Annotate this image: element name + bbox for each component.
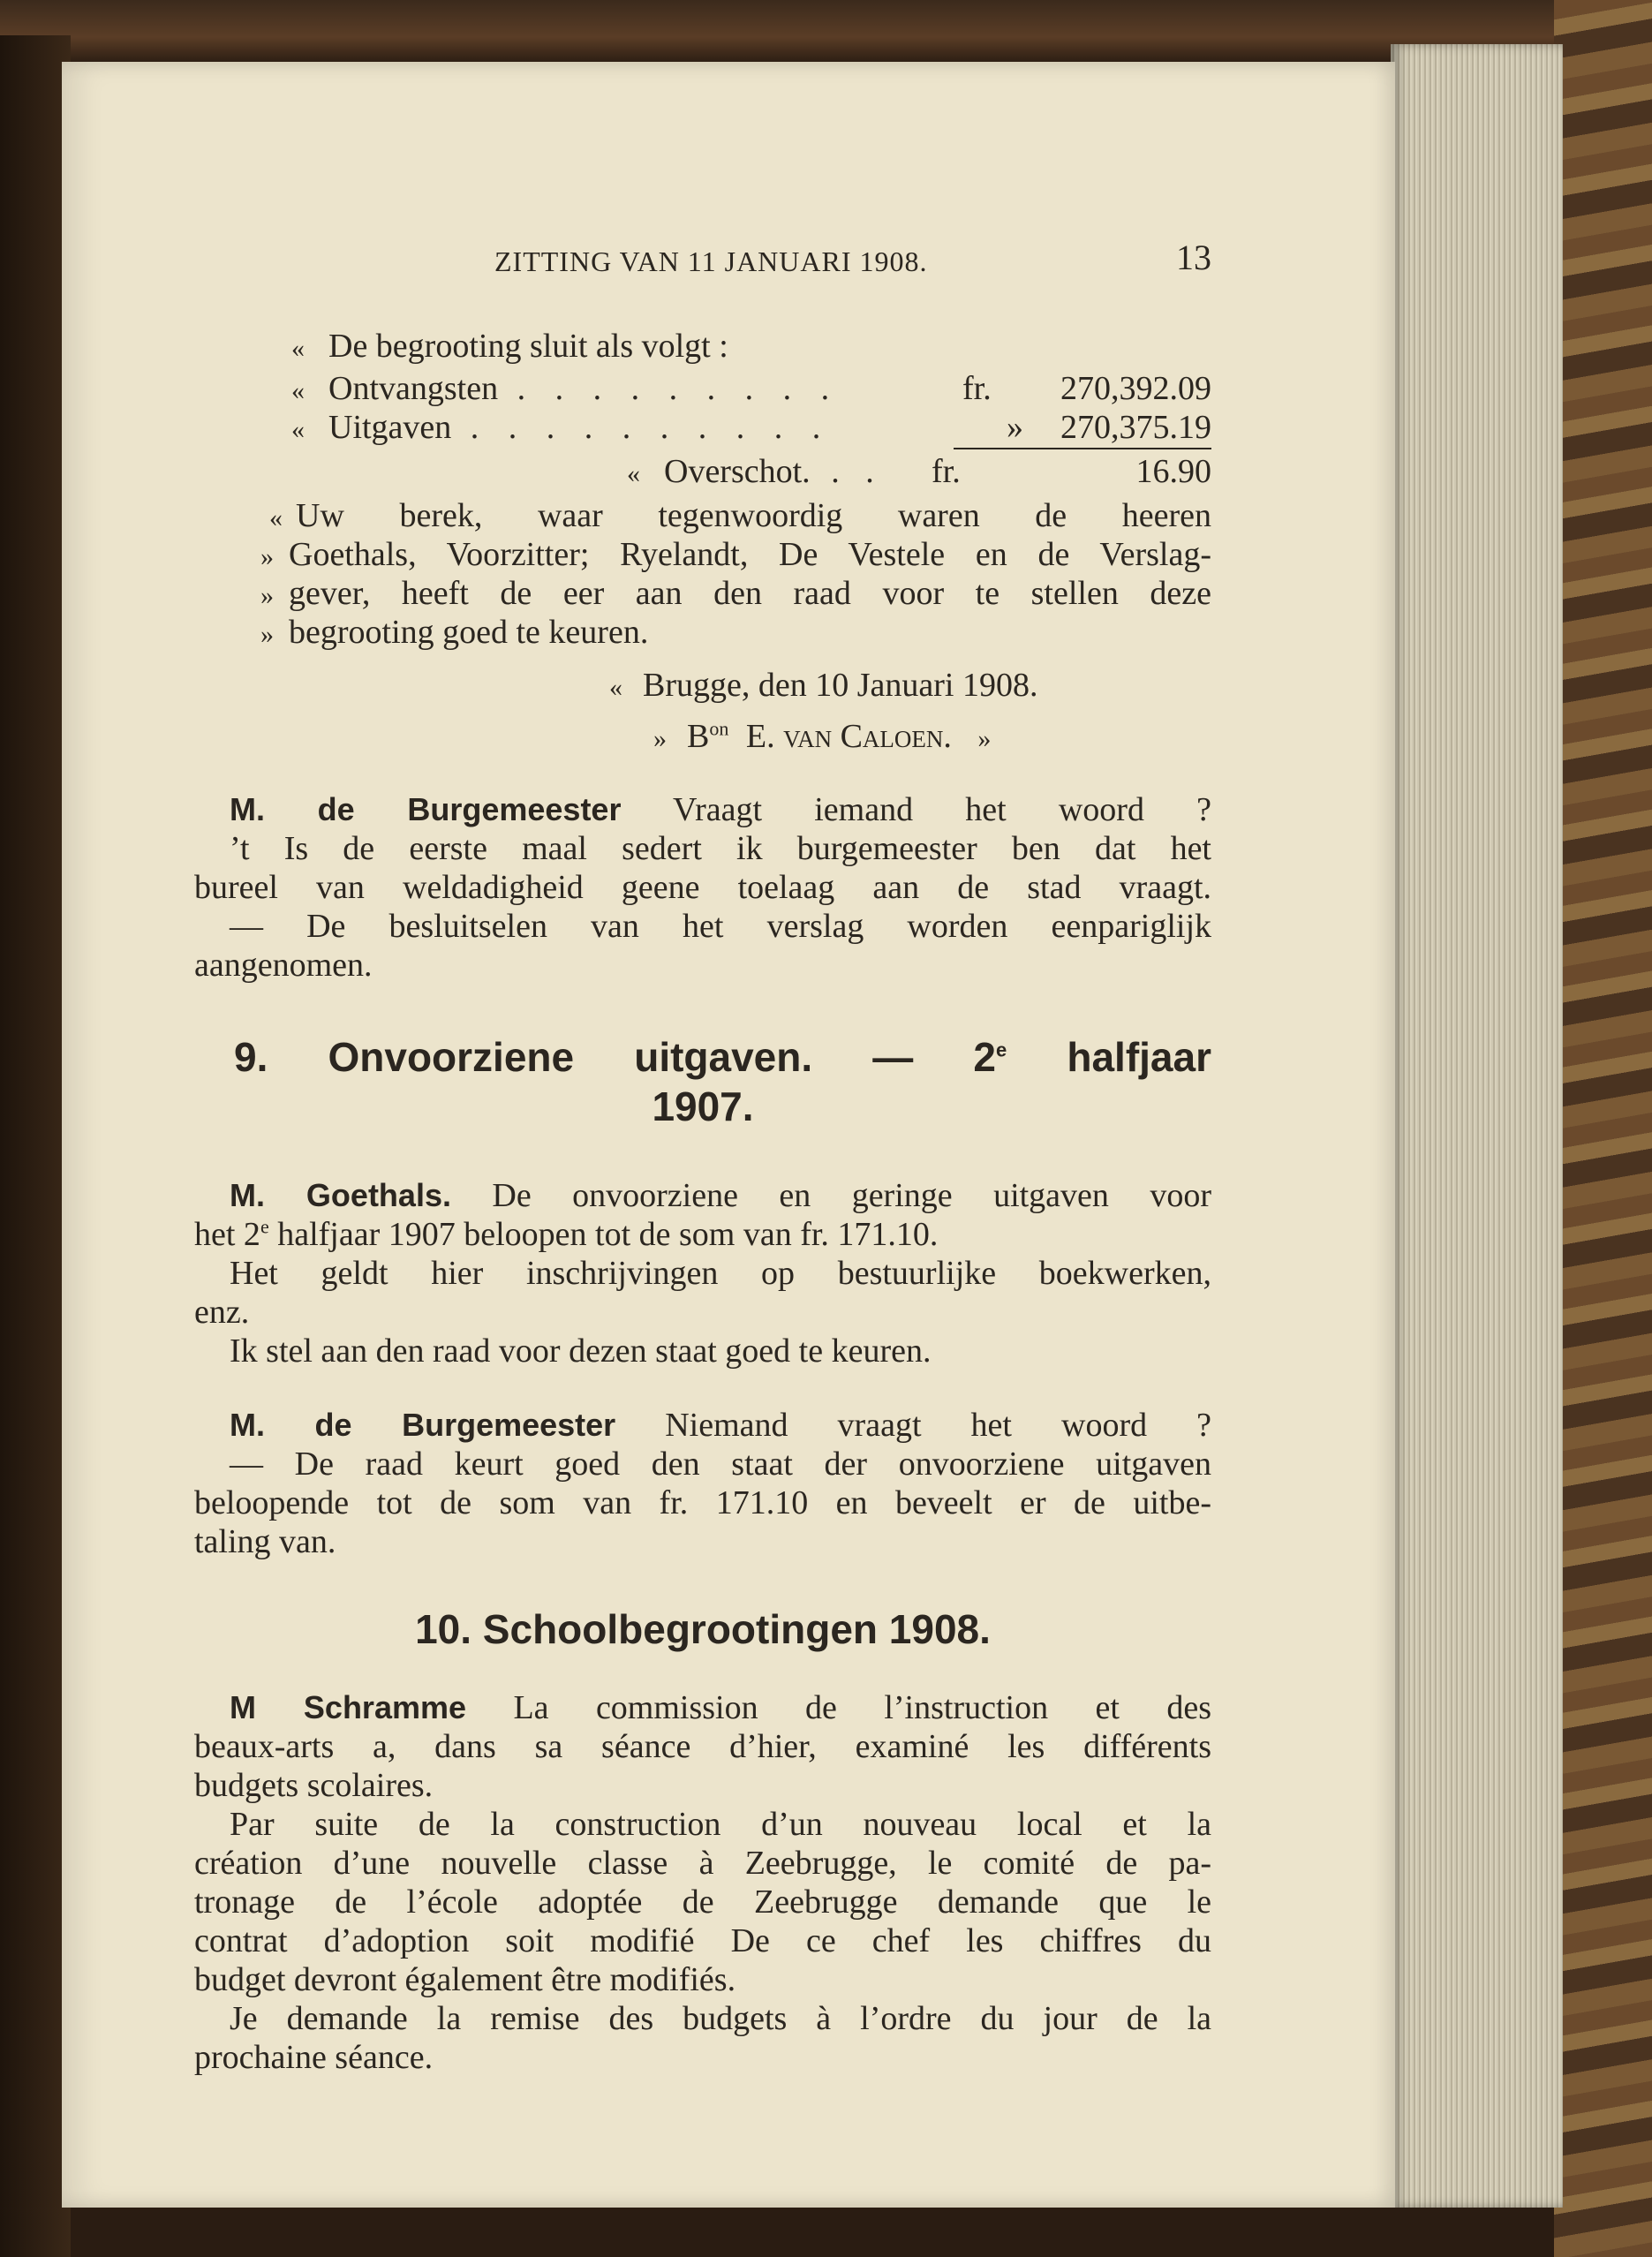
section-heading-10: 10. Schoolbegrootingen 1908. xyxy=(415,1606,991,1652)
text-line: Ik stel aan den raad voor dezen staat goed te keuren. xyxy=(230,1332,932,1370)
budget-surplus: « Overschot. . . fr. 16.90 xyxy=(627,453,1211,490)
quote-signature: » $B^{on}$ E. van Caloen. » xyxy=(653,717,992,755)
text-line: contrat d’adoption soit modifié De ce chef les chiffres du xyxy=(194,1922,1211,1959)
paragraph-burgemeester-1: M. de Burgemeester Vraagt iemand het woord ? xyxy=(230,791,1212,828)
text-line: Par suite de la construction d’un nouveau local et la xyxy=(230,1806,1211,1843)
text-line: budgets scolaires. xyxy=(194,1767,434,1804)
book-page xyxy=(62,62,1395,2208)
book-cover-right xyxy=(1554,0,1652,2257)
budget-intro: « De begrooting sluit als volgt : xyxy=(291,328,728,365)
text-line: Het geldt hier inschrijvingen op bestuurlijke boekwerken, xyxy=(230,1255,1211,1292)
text-line: enz. xyxy=(194,1294,250,1331)
paragraph-goethals: M. Goethals. De onvoorziene en geringe uitgaven voor xyxy=(230,1177,1212,1214)
text-line: tronage de l’école adoptée de Zeebrugge demande que le xyxy=(194,1883,1211,1921)
text-line: — De besluitselen van het verslag worden eenpariglijk xyxy=(230,908,1211,945)
text-line: het 2e halfjaar 1907 beloopen tot de som van fr. 171.10. xyxy=(194,1215,939,1253)
text-line: ’t Is de eerste maal sedert ik burgemeester ben dat het xyxy=(230,830,1211,867)
budget-row-expense: « Uitgaven . . . . . . . . . . » 270,375.19 xyxy=(291,409,1211,446)
speaker-name: M. Goethals. xyxy=(230,1177,451,1213)
text-line: budget devront également être modifiés. xyxy=(194,1961,736,1998)
section-heading-9-year: 1907. xyxy=(652,1083,754,1129)
text-line: aangenomen. xyxy=(194,947,373,984)
quote-line-2: » Goethals, Voorzitter; Ryelandt, De Vestele en de Verslag- xyxy=(260,536,1211,573)
paragraph-schramme: M Schramme La commission de l’instruction et des xyxy=(230,1689,1211,1726)
page-number: 13 xyxy=(1176,238,1211,277)
book-cover-left xyxy=(0,35,71,2257)
text-line: — De raad keurt goed den staat der onvoorziene uitgaven xyxy=(230,1446,1211,1483)
paragraph-burgemeester-2: M. de Burgemeester Niemand vraagt het woord ? xyxy=(230,1407,1212,1444)
sum-rule xyxy=(954,448,1211,449)
page-edges xyxy=(1391,44,1563,2208)
running-title: ZITTING VAN 11 JANUARI 1908. xyxy=(494,245,928,277)
text-line: création d’une nouvelle classe à Zeebrugge, le comité de pa- xyxy=(194,1845,1211,1882)
speaker-name: M. de Burgemeester xyxy=(230,1407,616,1443)
section-heading-9: 9. Onvoorziene uitgaven. — 2e halfjaar xyxy=(234,1034,1211,1080)
quote-place-date: « Brugge, den 10 Januari 1908. xyxy=(609,667,1038,704)
speaker-name: M. de Burgemeester xyxy=(230,791,622,827)
text-line: beloopende tot de som van fr. 171.10 en beveelt er de uitbe- xyxy=(194,1484,1211,1521)
budget-row-income: « Ontvangsten . . . . . . . . . fr. 270,392.09 xyxy=(291,370,1211,407)
quote-line-4: » begrooting goed te keuren. xyxy=(260,614,649,651)
speaker-name: M Schramme xyxy=(230,1689,467,1725)
running-header xyxy=(194,237,1211,290)
text-line: beaux-arts a, dans sa séance d’hier, examiné les différents xyxy=(194,1728,1211,1765)
text-line: prochaine séance. xyxy=(194,2039,434,2076)
text-line: bureel van weldadigheid geene toelaag aan de stad vraagt. xyxy=(194,869,1211,906)
quote-line-3: » gever, heeft de eer aan den raad voor te stellen deze xyxy=(260,575,1211,612)
text-line: Je demande la remise des budgets à l’ordre du jour de la xyxy=(230,2000,1211,2037)
text-line: taling van. xyxy=(194,1523,336,1560)
quote-line-1: « Uw berek, waar tegenwoordig waren de heeren xyxy=(269,497,1211,534)
